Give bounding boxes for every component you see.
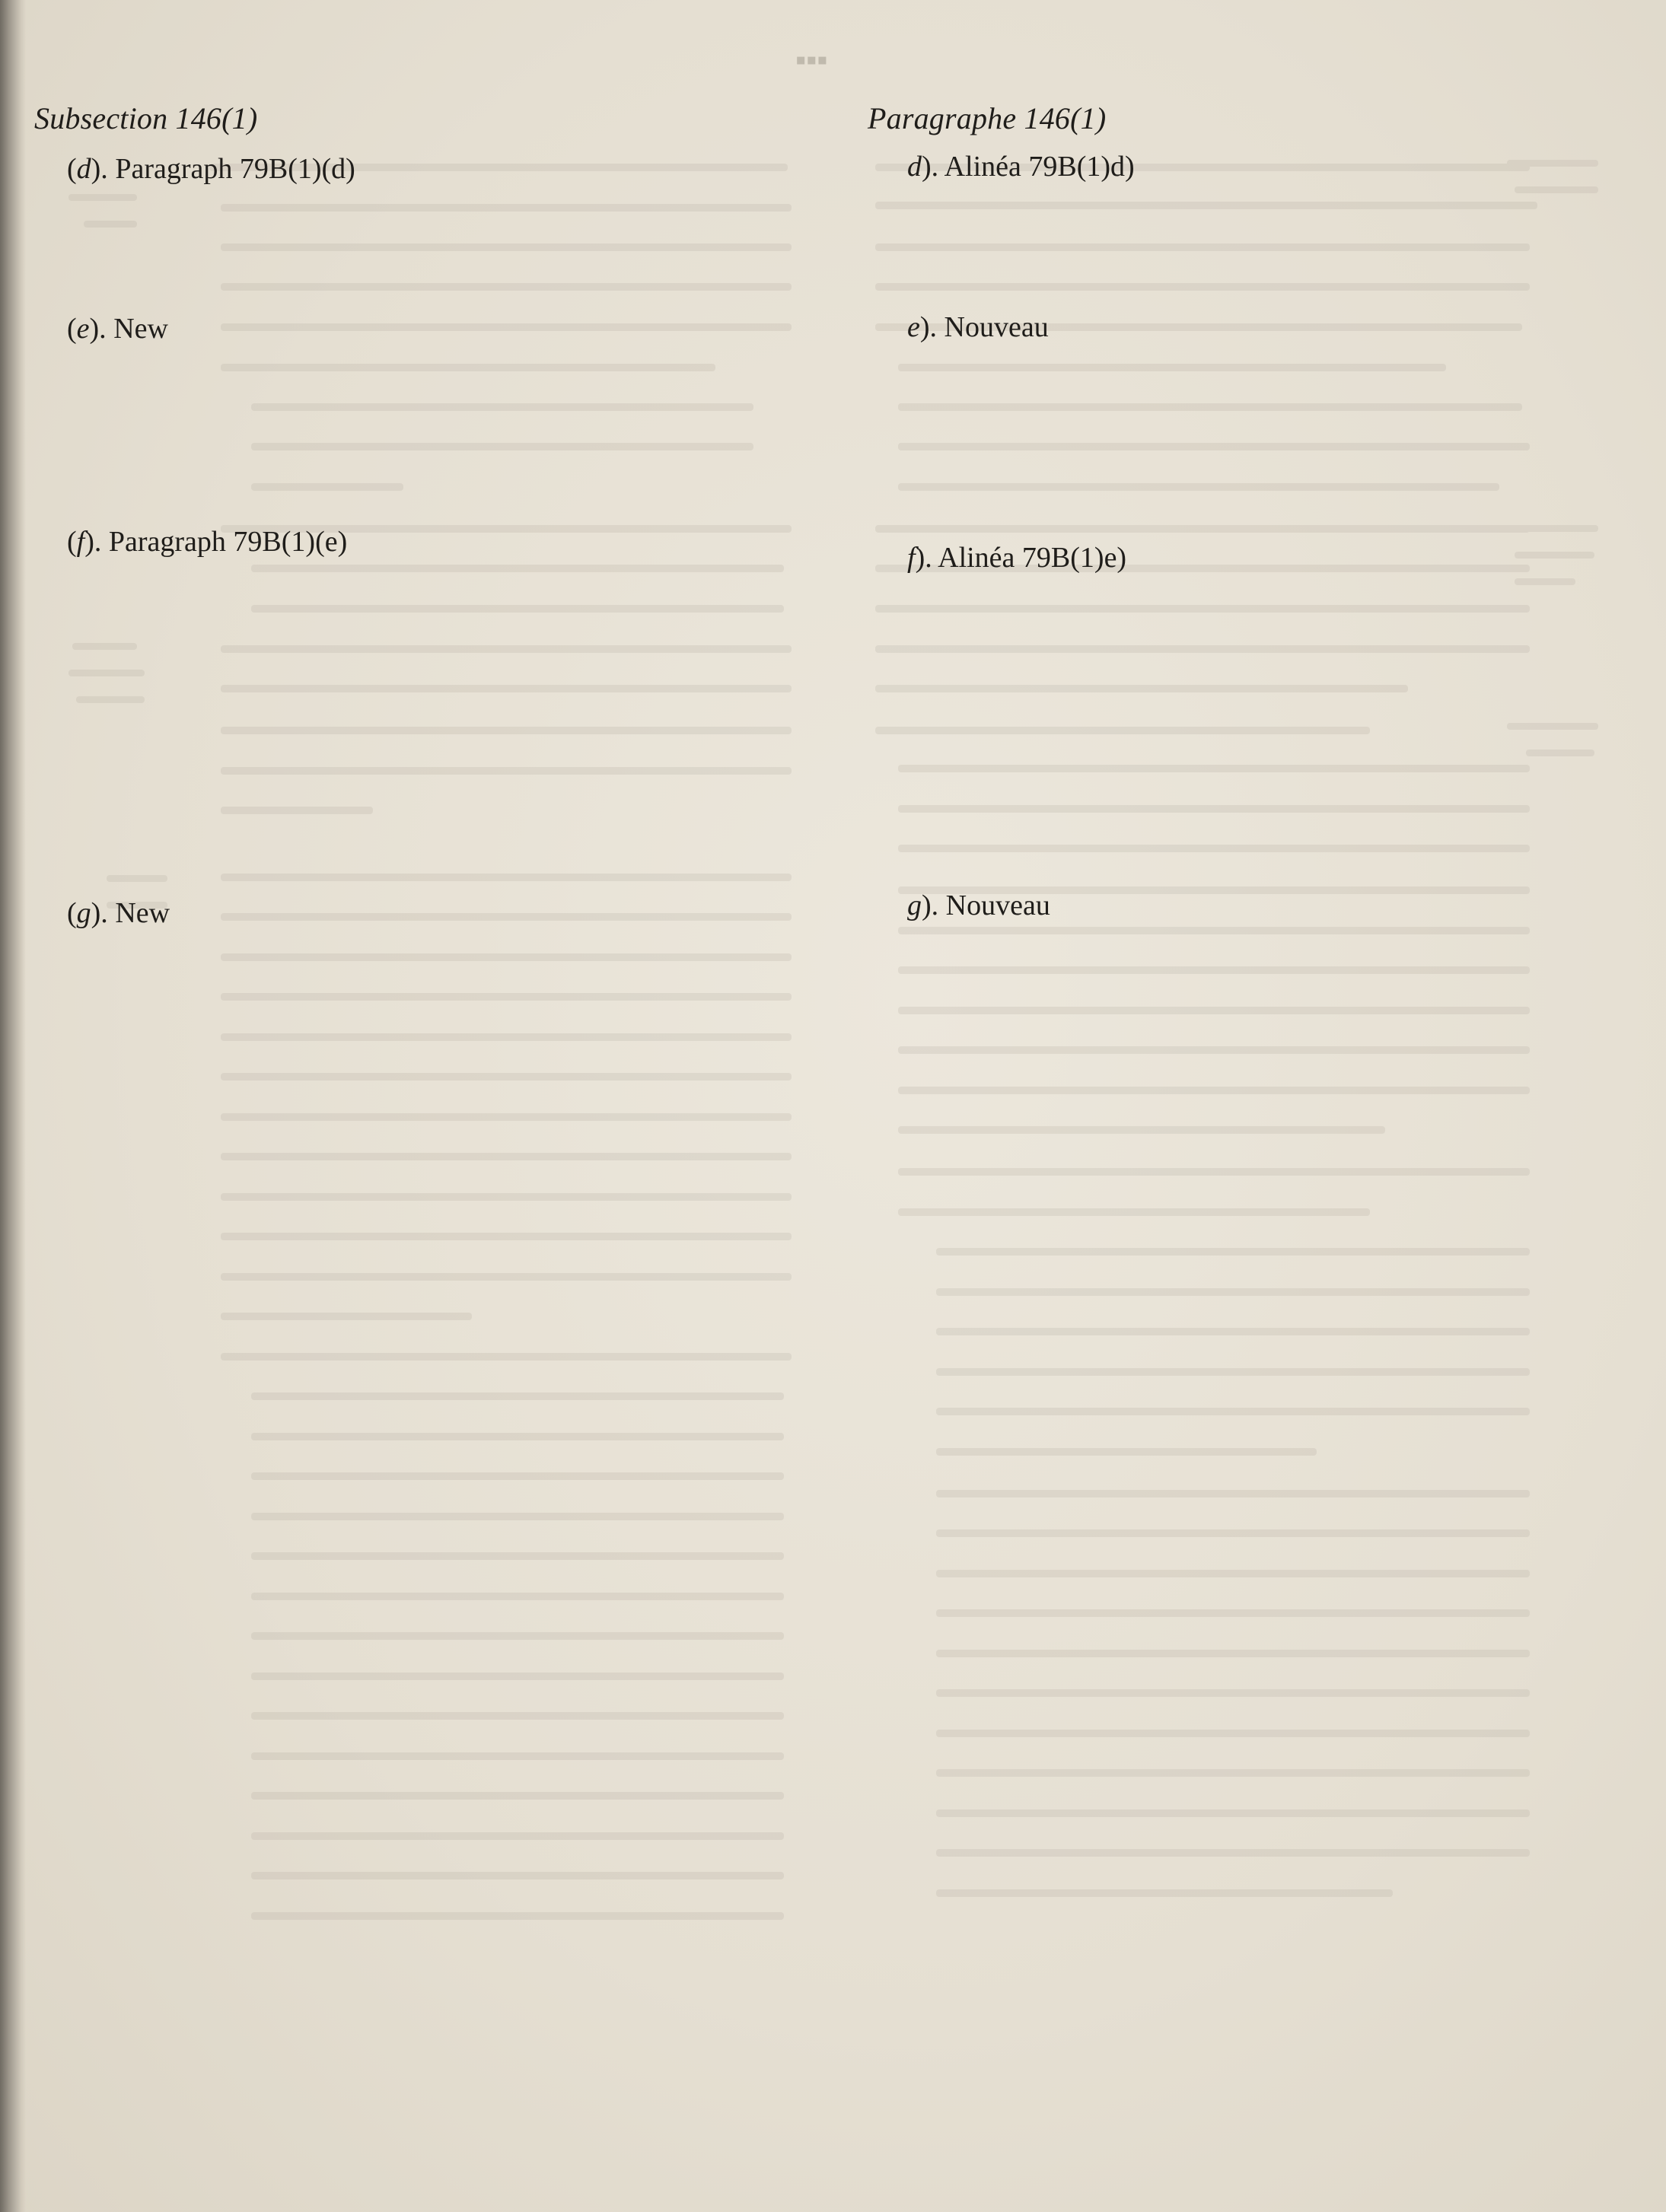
entry-letter: e <box>907 311 920 343</box>
entry-text: Nouveau <box>944 311 1049 343</box>
entry-letter: g <box>907 890 922 921</box>
entry-letter: d <box>76 153 91 185</box>
entry-text: Paragraph 79B(1)(e) <box>108 526 348 558</box>
right-entry-g: g). Nouveau <box>907 890 1050 921</box>
left-entry-d: (d). Paragraph 79B(1)(d) <box>67 153 355 185</box>
bleed-through-page-number: ▪▪▪ <box>795 43 828 77</box>
right-entry-d: d). Alinéa 79B(1)d) <box>907 151 1135 183</box>
entry-text: Alinéa 79B(1)e) <box>938 542 1127 574</box>
entry-text: Alinéa 79B(1)d) <box>944 151 1135 183</box>
right-entry-f: f). Alinéa 79B(1)e) <box>907 542 1127 574</box>
right-column-heading: Paragraphe 146(1) <box>868 101 1107 135</box>
entry-text: Paragraph 79B(1)(d) <box>115 153 355 185</box>
entry-letter: e <box>76 313 90 345</box>
entry-letter: f <box>76 526 85 558</box>
left-entry-g: (g). New <box>67 897 170 929</box>
entry-letter: g <box>76 897 91 929</box>
entry-letter: d <box>907 151 922 183</box>
entry-text: Nouveau <box>945 890 1050 921</box>
entry-text: New <box>115 897 170 929</box>
left-column-heading: Subsection 146(1) <box>34 101 258 135</box>
entry-letter: f <box>907 542 916 574</box>
right-entry-e: e). Nouveau <box>907 311 1049 343</box>
entry-text: New <box>113 313 168 345</box>
left-entry-f: (f). Paragraph 79B(1)(e) <box>67 526 348 558</box>
left-entry-e: (e). New <box>67 313 168 345</box>
